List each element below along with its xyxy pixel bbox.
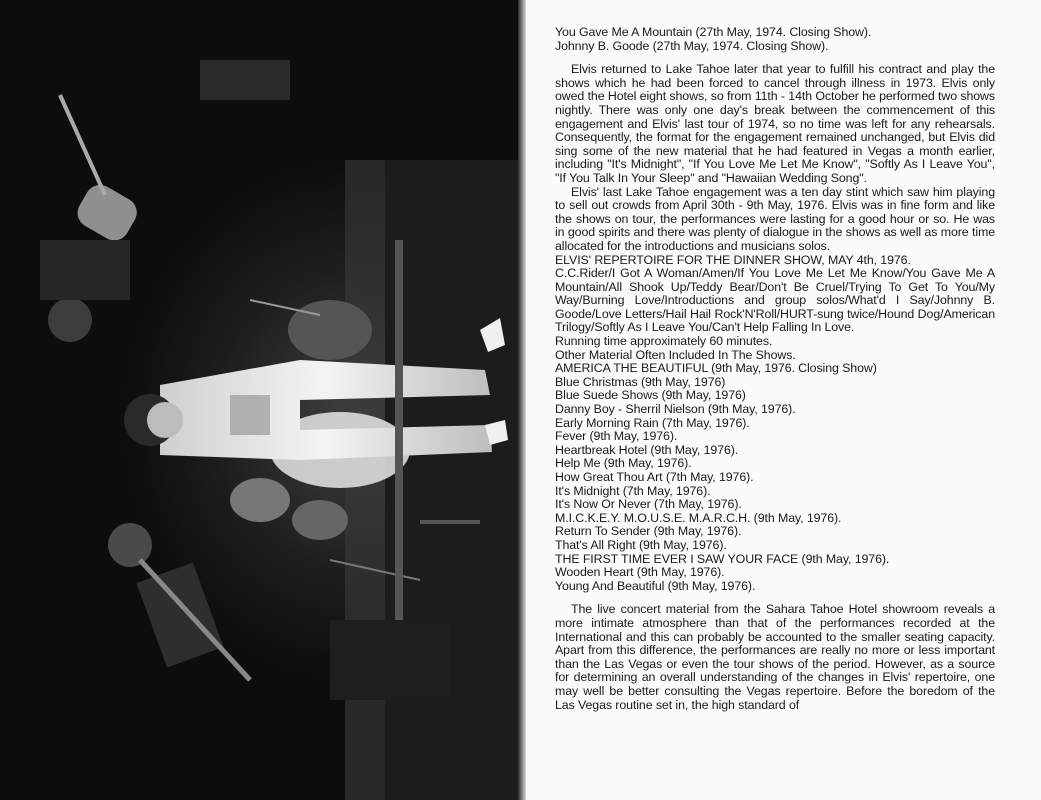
song-line: Fever (9th May, 1976). [555,429,678,444]
text-page [526,0,1041,800]
song-line: Danny Boy - Sherril Nielson (9th May, 1976). [555,402,796,417]
song-line: Early Morning Rain (7th May, 1976). [555,415,750,430]
other-material-heading: Other Material Often Included In The Shows. [555,347,796,362]
song-line: You Gave Me A Mountain (27th May, 1974. Closing Show). [555,25,872,39]
song-line: Wooden Heart (9th May, 1976). [555,565,725,580]
paragraph-last-engagement: Elvis' last Lake Tahoe engagement was a ten day stint which saw him playing to sell out crowds from April 30th - 9th May, 1976. Elvis was in fine form and like the shows on tour, the performances were lasting for a good hour or so. He was in good spirits and there was plenty of dialogue in the shows as well as more time allocated for the introductions and musicians solos. [555,184,995,253]
running-time: Running time approximately 60 minutes. [555,334,773,349]
song-line: Heartbreak Hotel (9th May, 1976). [555,442,739,457]
song-line: AMERICA THE BEAUTIFUL (9th May, 1976. Closing Show) [555,361,877,376]
repertoire-heading: ELVIS' REPERTOIRE FOR THE DINNER SHOW, MAY 4th, 1976. [555,252,911,267]
song-line: Help Me (9th May, 1976). [555,456,692,471]
song-line: How Great Thou Art (7th May, 1976). [555,470,754,484]
page-gutter [518,0,526,800]
paragraph-lake-tahoe-return: Elvis returned to Lake Tahoe later that year to fulfill his contract and play the shows which he had been forced to cancel through illness in 1973. Elvis only owed the Hotel eight shows, so from 11th - 14th October he performed two shows nightly. There was only one day's break between the commencement of this engagement and Elvis' last tour of 1974, so no time was left for any rehearsals. Consequently, the format for the engagement remained unchanged, but Elvis did sing some of the new material that he had featured in Vegas a month earlier, including "It's Midnight", "If You Love Me Let Me Know", "Softly As I Leave You", "If You Talk In Your Sleep" and "Hawaiian Wedding Song". [555,62,995,185]
song-line: It's Now Or Never (7th May, 1976). [555,497,742,512]
song-line: THE FIRST TIME EVER I SAW YOUR FACE (9th May, 1976). [555,551,890,566]
article-text [555,26,995,712]
repertoire-list: C.C.Rider/I Got A Woman/Amen/If You Love Me Let Me Know/You Gave Me A Mountain/All Shook Up/Teddy Bear/Don't Be Cruel/Trying To Get To You/My Way/Burning Love/Introductions and group solos/What'd I Say/Johnny B. Goode/Love Letters/Hail Hail Rock'N'Roll/HURT-sung twice/Hound Dog/American Trilogy/Softly As I Leave You/Can't Help Falling In Love. [555,266,995,335]
song-line: Young And Beautiful (9th May, 1976). [555,578,756,593]
song-line: M.I.C.K.E.Y. M.O.U.S.E. M.A.R.C.H. (9th May, 1976). [555,510,842,525]
song-line: Blue Christmas (9th May, 1976) [555,374,726,389]
song-line: Johnny B. Goode (27th May, 1974. Closing Show). [555,38,829,53]
paragraph-live-material: The live concert material from the Sahara Tahoe Hotel showroom reveals a more intimate atmosphere than that of the performances recorded at the International and this can probably be accounted to the smaller seating capacity. Apart from this difference, the performances are really no more or less important than the Las Vegas or even the tour shows of the period. However, as a source for determining an overall understanding of the changes in Elvis' repertoire, one may well be better consulting the Vegas repertoire. Before the boredom of the Las Vegas routine set in, the high standard of [555,602,995,712]
song-line: It's Midnight (7th May, 1976). [555,483,711,498]
song-line: Blue Suede Shows (9th May, 1976) [555,388,746,403]
song-line: Return To Sender (9th May, 1976). [555,524,742,539]
song-line: That's All Right (9th May, 1976). [555,537,727,552]
